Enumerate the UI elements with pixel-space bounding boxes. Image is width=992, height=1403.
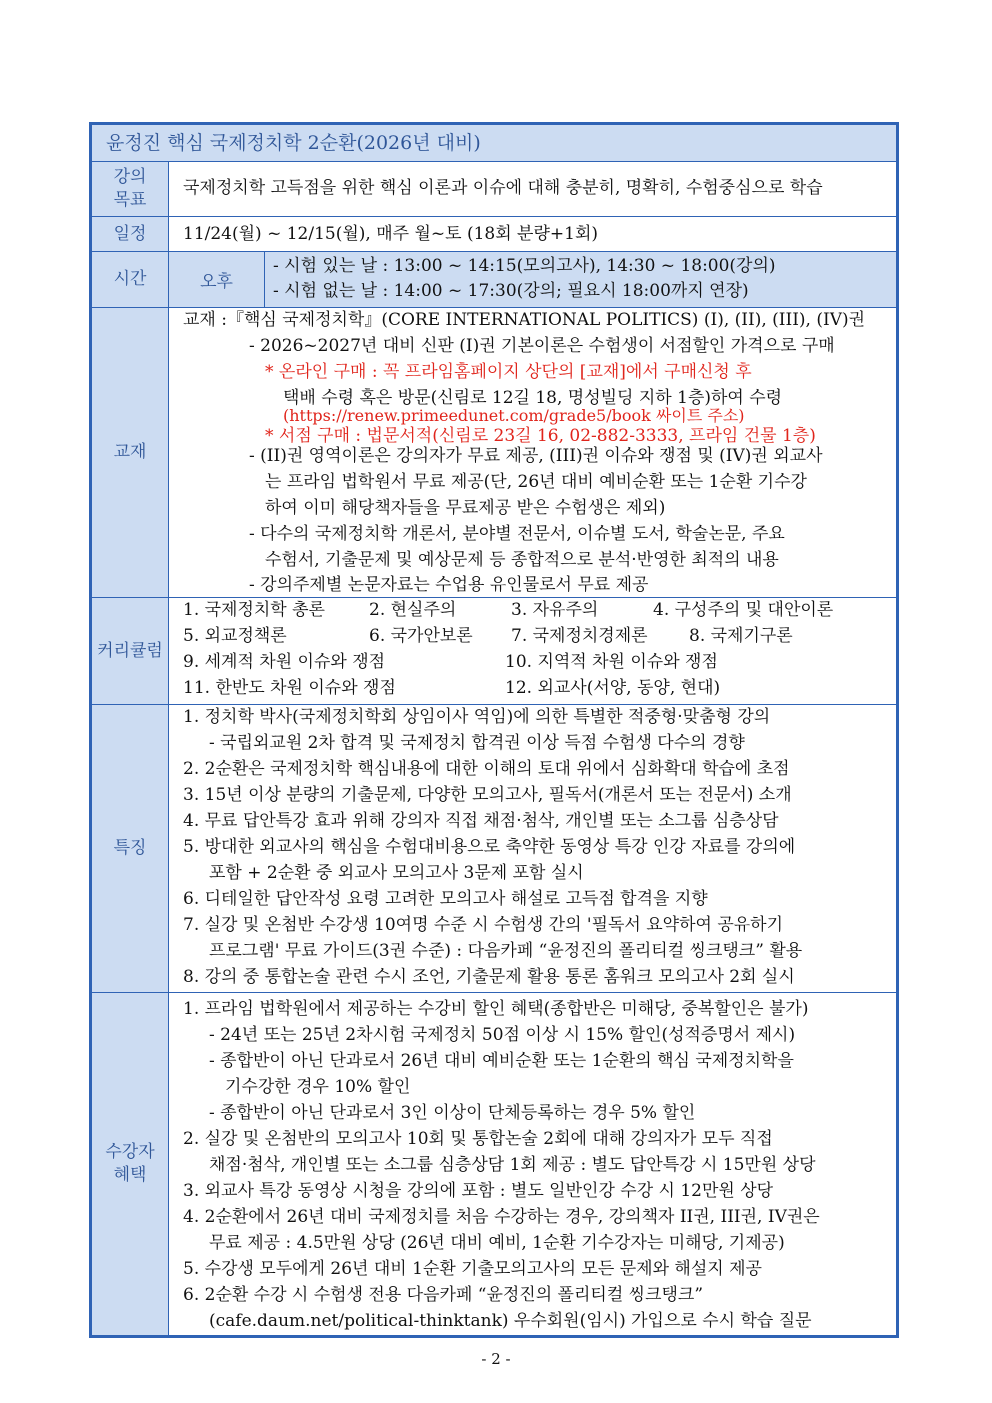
textbook-line: (https://renew.primeedunet.com/grade5/book 싸이트 주소) [283, 406, 745, 425]
benefit-line: 무료 제공 : 4.5만원 상당 (26년 대비 예비, 1순환 기수강자는 미해당, 기제공) [209, 1233, 785, 1253]
row-benefits [92, 993, 896, 1335]
benefit-line: 기수강한 경우 10% 할인 [225, 1077, 411, 1097]
feature-line: - 국립외교원 2차 합격 및 국제정치 합격권 이상 득점 수험생 다수의 경향 [209, 733, 745, 753]
time-line: - 시험 없는 날 : 14:00 ~ 17:30(강의; 필요시 18:00까지 연장) [273, 281, 749, 301]
benefit-line: 1. 프라임 법학원에서 제공하는 수강비 할인 혜택(종합반은 미해당, 중복할인은 불가) [183, 999, 809, 1019]
curriculum-item: 8. 국제기구론 [689, 626, 793, 646]
row-textbook [92, 308, 896, 598]
textbook-line: - 다수의 국제정치학 개론서, 분야별 전문서, 이슈별 도서, 학술논문, 주요 [249, 524, 785, 544]
curriculum-item: 6. 국가안보론 [369, 626, 473, 646]
benefit-line: 4. 2순환에서 26년 대비 국제정치를 처음 수강하는 경우, 강의책자 II권, III권, IV권은 [183, 1207, 820, 1227]
curriculum-item: 11. 한반도 차원 이슈와 쟁점 [183, 678, 396, 698]
label-benefits: 수강자 혜택 [92, 993, 169, 1335]
curriculum-item: 4. 구성주의 및 대안이론 [653, 600, 834, 620]
row-schedule [92, 217, 896, 252]
curriculum-item: 9. 세계적 차원 이슈와 쟁점 [183, 652, 386, 672]
benefit-line: - 종합반이 아닌 단과로서 26년 대비 예비순환 또는 1순환의 핵심 국제정치학을 [209, 1051, 794, 1071]
feature-line: 2. 2순환은 국제정치학 핵심내용에 대한 이해의 토대 위에서 심화확대 학습에 초점 [183, 759, 790, 779]
label-textbook: 교재 [92, 308, 169, 597]
feature-line: 3. 15년 이상 분량의 기출문제, 다양한 모의고사, 필독서(개론서 또는 전문서) 소개 [183, 785, 792, 805]
curriculum-item: 3. 자유주의 [511, 600, 599, 620]
textbook-line: - 2026~2027년 대비 신판 (I)권 기본이론은 수험생이 서점할인 가격으로 구매 [249, 336, 835, 356]
time-details [265, 252, 896, 307]
textbook-line: 하여 이미 해당책자들을 무료제공 받은 수험생은 제외) [265, 498, 666, 518]
textbook-line: * 서점 구매 : 법문서적(신림로 23길 16, 02-882-3333, 프라임 건물 1층) [265, 426, 816, 446]
row-features [92, 705, 896, 993]
curriculum-item: 7. 국제정치경제론 [511, 626, 648, 646]
label-goal: 강의 목표 [92, 162, 169, 216]
curriculum-item: 10. 지역적 차원 이슈와 쟁점 [505, 652, 718, 672]
benefit-line: 5. 수강생 모두에게 26년 대비 1순환 기출모의고사의 모든 문제와 해설지 제공 [183, 1259, 762, 1279]
benefit-line: - 종합반이 아닌 단과로서 3인 이상이 단체등록하는 경우 5% 할인 [209, 1103, 696, 1123]
curriculum-item: 2. 현실주의 [369, 600, 457, 620]
textbook-line: * 온라인 구매 : 꼭 프라임홈페이지 상단의 [교재]에서 구매신청 후 [265, 362, 752, 382]
course-title: 윤정진 핵심 국제정치학 2순환(2026년 대비) [92, 125, 896, 162]
feature-line: 8. 강의 중 통합논술 관련 수시 조언, 기출문제 활용 통론 홈워크 모의고사 2회 실시 [183, 967, 795, 987]
textbook-line: 교재 :『핵심 국제정치학』(CORE INTERNATIONAL POLITICS) (I), (II), (III), (IV)권 [183, 310, 866, 330]
course-table [89, 122, 899, 1338]
textbook-line: 택배 수령 혹은 방문(신림로 12길 18, 명성빌딩 지하 1층)하여 수령 [283, 388, 783, 408]
benefit-line: 2. 실강 및 온첨반의 모의고사 10회 및 통합논술 2회에 대해 강의자가 모두 직접 [183, 1129, 773, 1149]
label-time: 시간 [92, 252, 169, 307]
row-curriculum [92, 598, 896, 705]
textbook-line: - (II)권 영역이론은 강의자가 무료 제공, (III)권 이슈와 쟁점 및 (IV)권 외교사 [249, 446, 823, 466]
feature-line: 7. 실강 및 온첨반 수강생 10여명 수준 시 수험생 간의 '필독서 요약하여 공유하기 [183, 915, 784, 935]
textbook-line: 는 프라임 법학원서 무료 제공(단, 26년 대비 예비순환 또는 1순환 기수강 [265, 472, 807, 492]
label-curriculum: 커리큘럼 [92, 598, 169, 704]
textbook-line: - 강의주제별 논문자료는 수업용 유인물로서 무료 제공 [249, 575, 649, 595]
label-schedule: 일정 [92, 217, 169, 251]
feature-line: 4. 무료 답안특강 효과 위해 강의자 직접 채점·첨삭, 개인별 또는 소그룹 심층상담 [183, 811, 779, 831]
benefit-line: 3. 외교사 특강 동영상 시청을 강의에 포함 : 별도 일반인강 수강 시 12만원 상당 [183, 1181, 774, 1201]
row-time [92, 252, 896, 308]
schedule-text: 11/24(월) ~ 12/15(월), 매주 월~토 (18회 분량+1회) [183, 224, 599, 244]
row-goal [92, 162, 896, 217]
curriculum-item: 12. 외교사(서양, 동양, 현대) [505, 678, 721, 698]
feature-line: 포함 + 2순환 중 외교사 모의고사 3문제 포함 실시 [209, 863, 584, 883]
textbook-line: 수험서, 기출문제 및 예상문제 등 종합적으로 분석·반영한 최적의 내용 [265, 550, 779, 570]
benefit-line: (cafe.daum.net/political-thinktank) 우수회원(임시) 가입으로 수시 학습 질문 [209, 1311, 812, 1331]
time-line: - 시험 있는 날 : 13:00 ~ 14:15(모의고사), 14:30 ~ 18:00(강의) [273, 256, 776, 276]
curriculum-item: 5. 외교정책론 [183, 626, 287, 646]
benefit-line: - 24년 또는 25년 2차시험 국제정치 50점 이상 시 15% 할인(성적증명서 제시) [209, 1025, 796, 1045]
feature-line: 1. 정치학 박사(국제정치학회 상임이사 역임)에 의한 특별한 적중형·맞춤형 강의 [183, 707, 771, 727]
feature-line: 5. 방대한 외교사의 핵심을 수험대비용으로 축약한 동영상 특강 인강 자료를 강의에 [183, 837, 796, 857]
label-features: 특징 [92, 705, 169, 992]
benefit-line: 채점·첨삭, 개인별 또는 소그룹 심층상담 1회 제공 : 별도 답안특강 시 15만원 상당 [209, 1155, 816, 1175]
feature-line: 프로그램' 무료 가이드(3권 수준) : 다음카페 “윤정진의 폴리티컬 씽크탱크” 활용 [209, 941, 803, 961]
time-sub-label: 오후 [169, 252, 265, 307]
feature-line: 6. 디테일한 답안작성 요령 고려한 모의고사 해설로 고득점 합격을 지향 [183, 889, 708, 909]
page-number: - 2 - [481, 1350, 511, 1368]
benefit-line: 6. 2순환 수강 시 수험생 전용 다음카페 “윤정진의 폴리티컬 씽크탱크” [183, 1285, 704, 1305]
curriculum-item: 1. 국제정치학 총론 [183, 600, 325, 620]
goal-text: 국제정치학 고득점을 위한 핵심 이론과 이슈에 대해 충분히, 명확히, 수험중심으로 학습 [183, 178, 823, 198]
